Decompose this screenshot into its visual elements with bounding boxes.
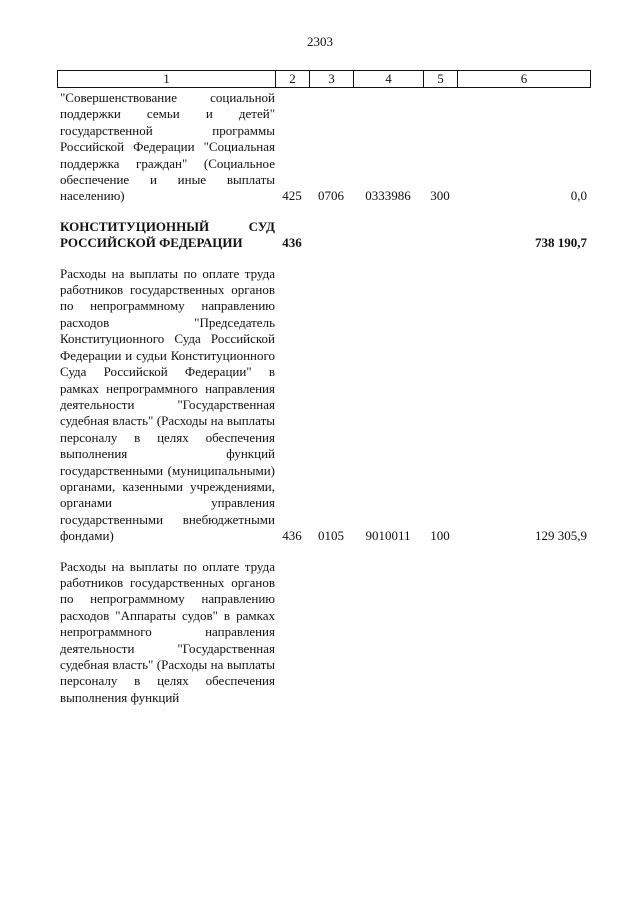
budget-rows	[57, 90, 590, 706]
row-section-code: 0105	[318, 528, 344, 544]
column-header-3: 3	[310, 71, 354, 88]
column-header-5: 5	[424, 71, 458, 88]
column-header-4: 4	[354, 71, 424, 88]
table-row-section-heading	[57, 219, 590, 252]
row-section-code: 0706	[318, 188, 344, 204]
table-row	[57, 266, 590, 545]
column-header-6: 6	[458, 71, 591, 88]
row-name: Расходы на выплаты по оплате труда работников государственных органов по непрограммному направлению расходов "Аппараты судов" в рамках непрограммного направления деятельности "Государственная судебная власть" (Расходы на выплаты персоналу в целях обеспечения выполнения функций	[60, 558, 275, 705]
row-amount: 738 190,7	[535, 235, 587, 251]
table-row	[57, 90, 590, 205]
column-header-2: 2	[276, 71, 310, 88]
row-ministry-code: 436	[282, 235, 302, 251]
row-type-code: 100	[430, 528, 450, 544]
row-name: КОНСТИТУЦИОННЫЙ СУД РОССИЙСКОЙ ФЕДЕРАЦИИ	[60, 218, 275, 251]
column-header-table	[57, 70, 591, 88]
page-number: 2303	[307, 34, 333, 49]
row-type-code: 300	[430, 188, 450, 204]
row-name: Расходы на выплаты по оплате труда работников государственных органов по непрограммному направлению расходов "Председатель Конституционного Суда Российской Федерации и судьи Конституционного Суда Российской Федерации" в рамках непрограммного направления деятельности "Государственная судебная власть" (Расходы на выплаты персоналу в целях обеспечения выполнения функций государственными (муниципальными) органами, казенными учреждениями, органами управления государственными внебюджетными фондами)	[60, 265, 275, 544]
column-header-1: 1	[58, 71, 276, 88]
row-amount: 0,0	[570, 188, 587, 204]
row-target-code: 0333986	[365, 188, 411, 204]
row-amount: 129 305,9	[535, 528, 587, 544]
row-ministry-code: 436	[282, 528, 302, 544]
row-name: "Совершенствование социальной поддержки семьи и детей" государственной программы Российской Федерации "Социальная поддержка граждан" (Социальное обеспечение и иные выплаты населению)	[60, 90, 275, 204]
column-header-row	[58, 71, 591, 88]
table-row	[57, 559, 590, 707]
row-ministry-code: 425	[282, 188, 302, 204]
row-target-code: 9010011	[365, 528, 411, 544]
